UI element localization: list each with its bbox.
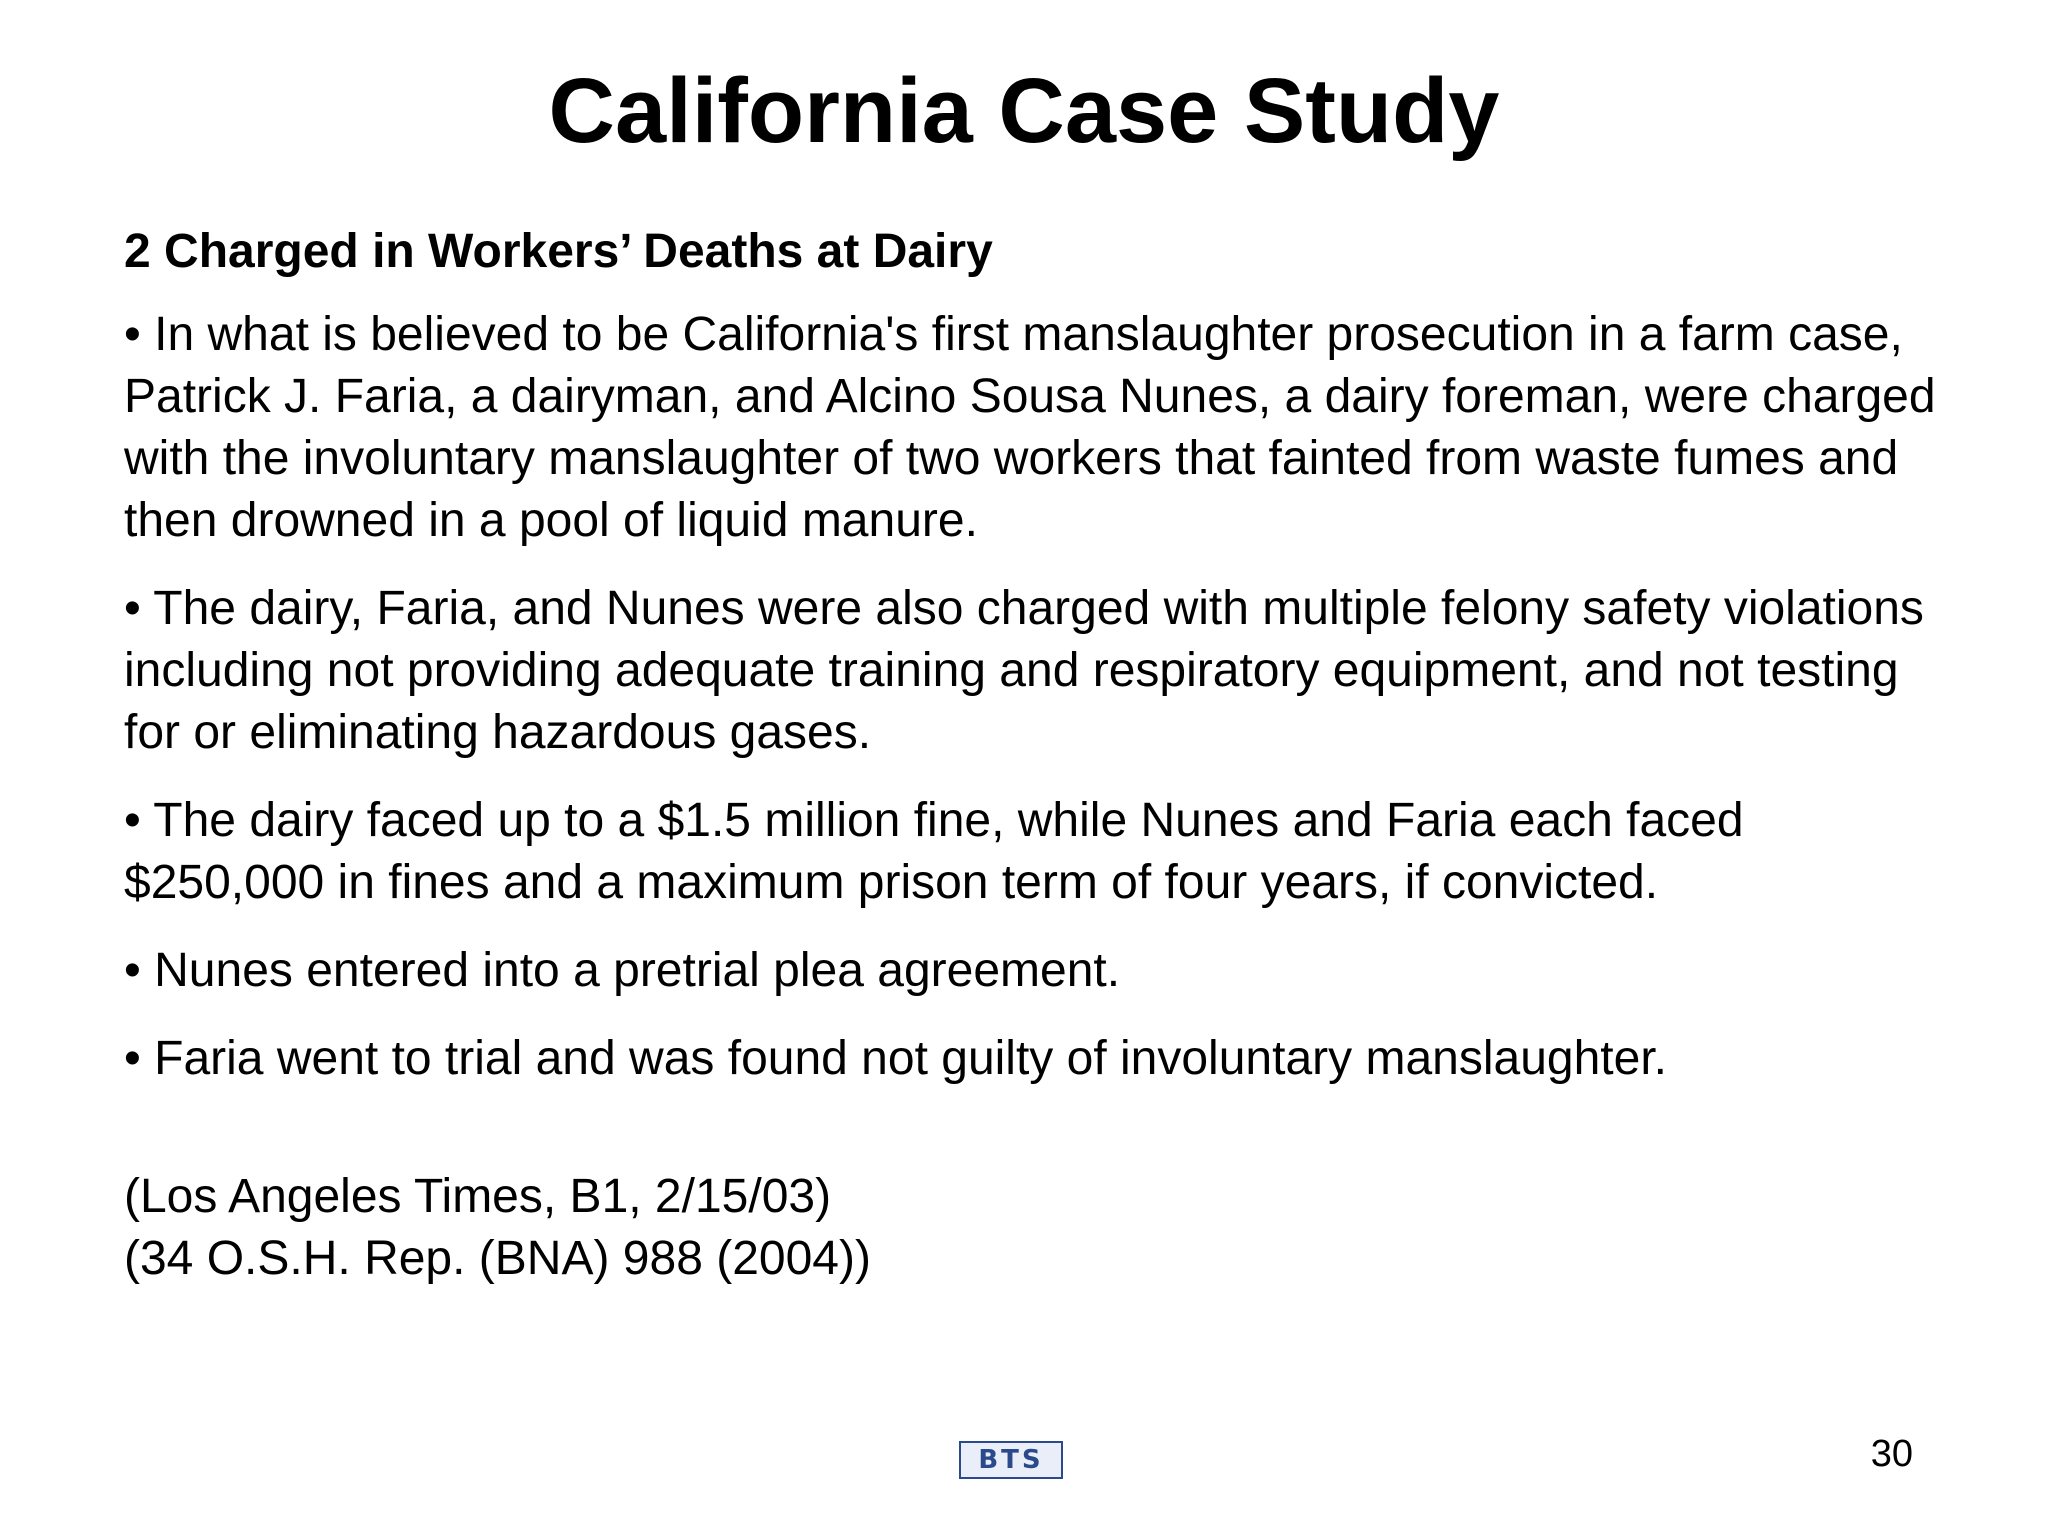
bullet-item: • The dairy, Faria, and Nunes were also charged with multiple felony safety violations including not providing adequate training and respiratory equipment, and not testing for or eliminating hazardous gases.: [124, 582, 1924, 759]
slide-subtitle: 2 Charged in Workers’ Deaths at Dairy: [124, 225, 993, 278]
bts-logo: [959, 1441, 1063, 1479]
citation-line: (34 O.S.H. Rep. (BNA) 988 (2004)): [124, 1232, 871, 1285]
citations: [124, 1166, 1954, 1290]
bullet-item: • Faria went to trial and was found not guilty of involuntary manslaughter.: [124, 1032, 1667, 1085]
page-number: 30: [1870, 1433, 1913, 1475]
logo-text: BTS: [978, 1445, 1044, 1475]
citation-line: (Los Angeles Times, B1, 2/15/03): [124, 1170, 832, 1223]
bullet-item: • Nunes entered into a pretrial plea agreement.: [124, 944, 1121, 997]
bullet-item: • In what is believed to be California's first manslaughter prosecution in a farm case, Patrick J. Faria, a dairyman, and Alcino Sousa Nunes, a dairy foreman, were charged with the involuntary manslaughter of two workers that fainted from waste fumes and then drowned in a pool of liquid manure.: [124, 308, 1936, 547]
slide-content: [124, 222, 1954, 1290]
slide-title: California Case Study: [548, 60, 1500, 162]
bullet-item: • The dairy faced up to a $1.5 million fine, while Nunes and Faria each faced $250,000 in fines and a maximum prison term of four years, if convicted.: [124, 794, 1744, 909]
